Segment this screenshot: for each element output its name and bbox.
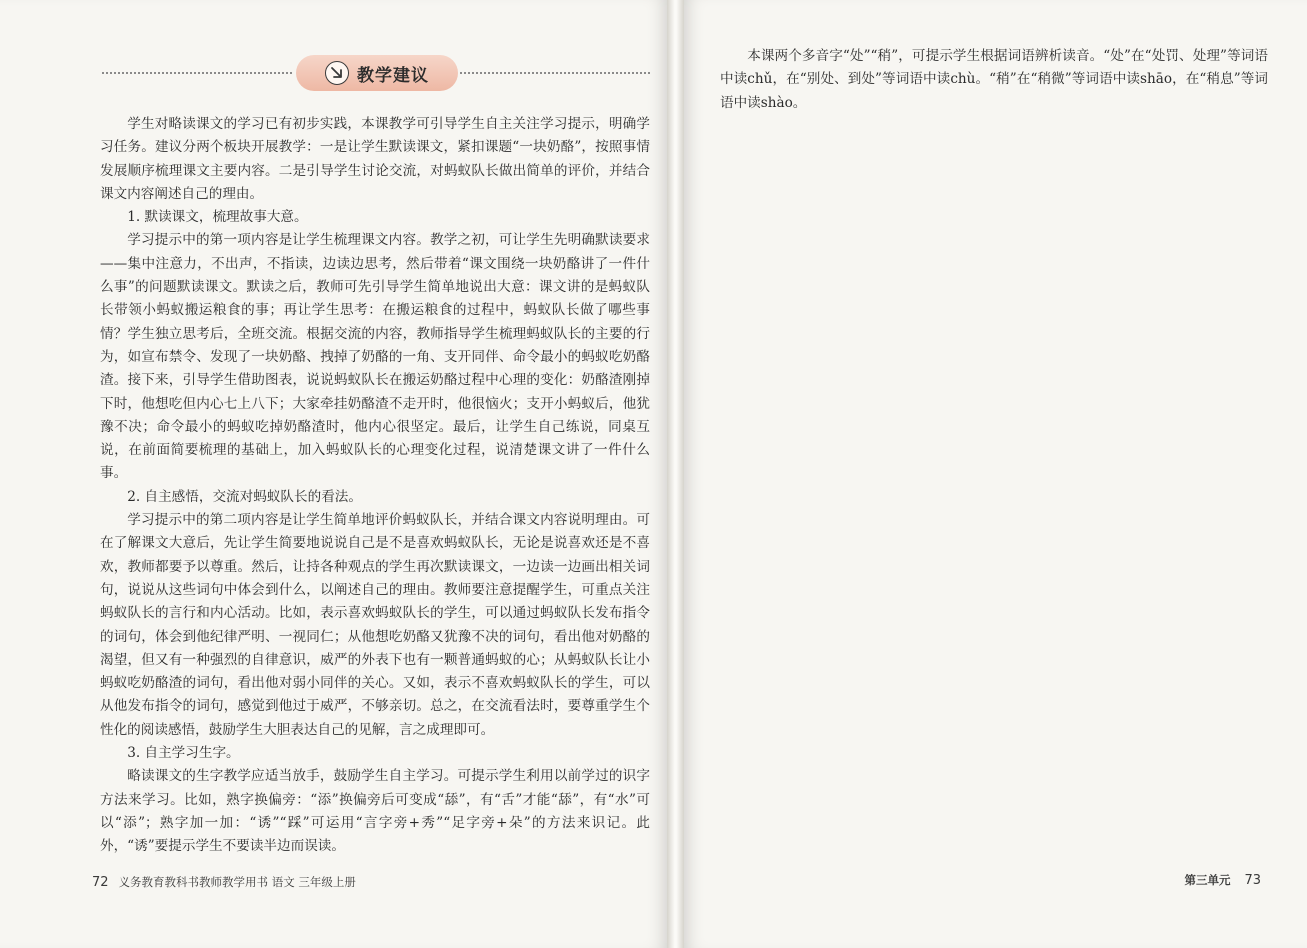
polyphone-paragraph: 本课两个多音字“处”“稍”，可提示学生根据词语辨析读音。“处”在“处罚、处理”等词语中读chǔ，在“别处、到处”等词语中读chù。“稍”在“稍微”等词语中读shāo，在“稍息”等词语中读shào。 [720,48,1268,111]
left-body-text [100,113,650,859]
paragraph-3: 略读课文的生字教学应适当放手，鼓励学生自主学习。可提示学生利用以前学过的识字方法来学习。比如，熟字换偏旁：“添”换偏旁后可变成“舔”，有“舌”才能“舔”，有“水”可以“添”；熟字加一加：“诱”“踩”可运用“言字旁+秀”“足字旁+朵”的方法来识记。此外，“诱”要提示学生不要读半边而误读。 [100,768,650,855]
right-page [684,0,1307,948]
page-number-right: 73 [1244,873,1261,888]
section-title: 教学建议 [357,65,429,86]
left-page-footer [92,874,356,890]
paragraph-1: 学习提示中的第一项内容是让学生梳理课文内容。教学之初，可让学生先明确默读要求——集中注意力，不出声，不指读，边读边思考，然后带着“课文围绕一块奶酪讲了一件什么事”的问题默读课文。默读之后，教师可先引导学生简单地说出大意：课文讲的是蚂蚁队长带领小蚂蚁搬运粮食的事；再让学生思考：在搬运粮食的过程中，蚂蚁队长做了哪些事情？学生独立思考后，全班交流。根据交流的内容，教师指导学生梳理蚂蚁队长的主要的行为，如宣布禁令、发现了一块奶酪、拽掉了奶酪的一角、支开同伴、命令最小的蚂蚁吃奶酪渣。接下来，引导学生借助图表，说说蚂蚁队长在搬运奶酪过程中心理的变化：奶酪渣刚掉下时，他想吃但内心七上八下；大家牵挂奶酪渣不走开时，他很恼火；支开小蚂蚁后，他犹豫不决；命令最小的蚂蚁吃掉奶酪渣时，他内心很坚定。最后，让学生自己练说，同桌互说，在前面简要梳理的基础上，加入蚂蚁队长的心理变化过程，说清楚课文讲了一件什么事。 [100,232,650,482]
paragraph-2: 学习提示中的第二项内容是让学生简单地评价蚂蚁队长，并结合课文内容说明理由。可在了解课文大意后，先让学生简要地说说自己是不是喜欢蚂蚁队长，无论是说喜欢还是不喜欢，教师都要予以尊重。然后，让持各种观点的学生再次默读课文，一边读一边画出相关词句，说说从这些词句中体会到什么，以阐述自己的理由。教师要注意提醒学生，可重点关注蚂蚁队长的言行和内心活动。比如，表示喜欢蚂蚁队长的学生，可以通过蚂蚁队长发布指令的词句，体会到他纪律严明、一视同仁；从他想吃奶酪又犹豫不决的词句，看出他对奶酪的渴望，但又有一种强烈的自律意识，威严的外表下也有一颗普通蚂蚁的心；从蚂蚁队长让小蚂蚁吃奶酪渣的词句，看出他对弱小同伴的关心。又如，表示不喜欢蚂蚁队长的学生，可以从他发布指令的词句，感觉到他过于威严，不够亲切。总之，在交流看法时，要尊重学生个性化的阅读感悟，鼓励学生大胆表达自己的见解，言之成理即可。 [100,512,650,738]
section-title-badge [296,55,458,91]
dotted-rule-left [102,72,292,74]
intro-paragraph: 学生对略读课文的学习已有初步实践，本课教学可引导学生自主关注学习提示，明确学习任务。建议分两个板块开展教学：一是让学生默读课文，紧扣课题“一块奶酪”，按照事情发展顺序梳理课文主要内容。二是引导学生讨论交流，对蚂蚁队长做出简单的评价，并结合课文内容阐述自己的理由。 [100,116,650,202]
arrow-down-right-circle-icon [325,61,349,85]
book-title: 义务教育教科书教师教学用书 语文 三年级上册 [118,875,356,889]
subheading-3: 3. 自主学习生字。 [127,745,240,762]
dotted-rule-right [460,72,650,74]
book-gutter [667,0,684,948]
right-body-text [720,45,1268,115]
right-page-footer [1184,872,1261,888]
unit-label: 第三单元 [1184,873,1231,887]
subheading-2: 2. 自主感悟，交流对蚂蚁队长的看法。 [127,488,362,505]
section-header [102,55,650,91]
page-number-left: 72 [92,875,109,890]
subheading-1: 1. 默读课文，梳理故事大意。 [127,209,308,226]
